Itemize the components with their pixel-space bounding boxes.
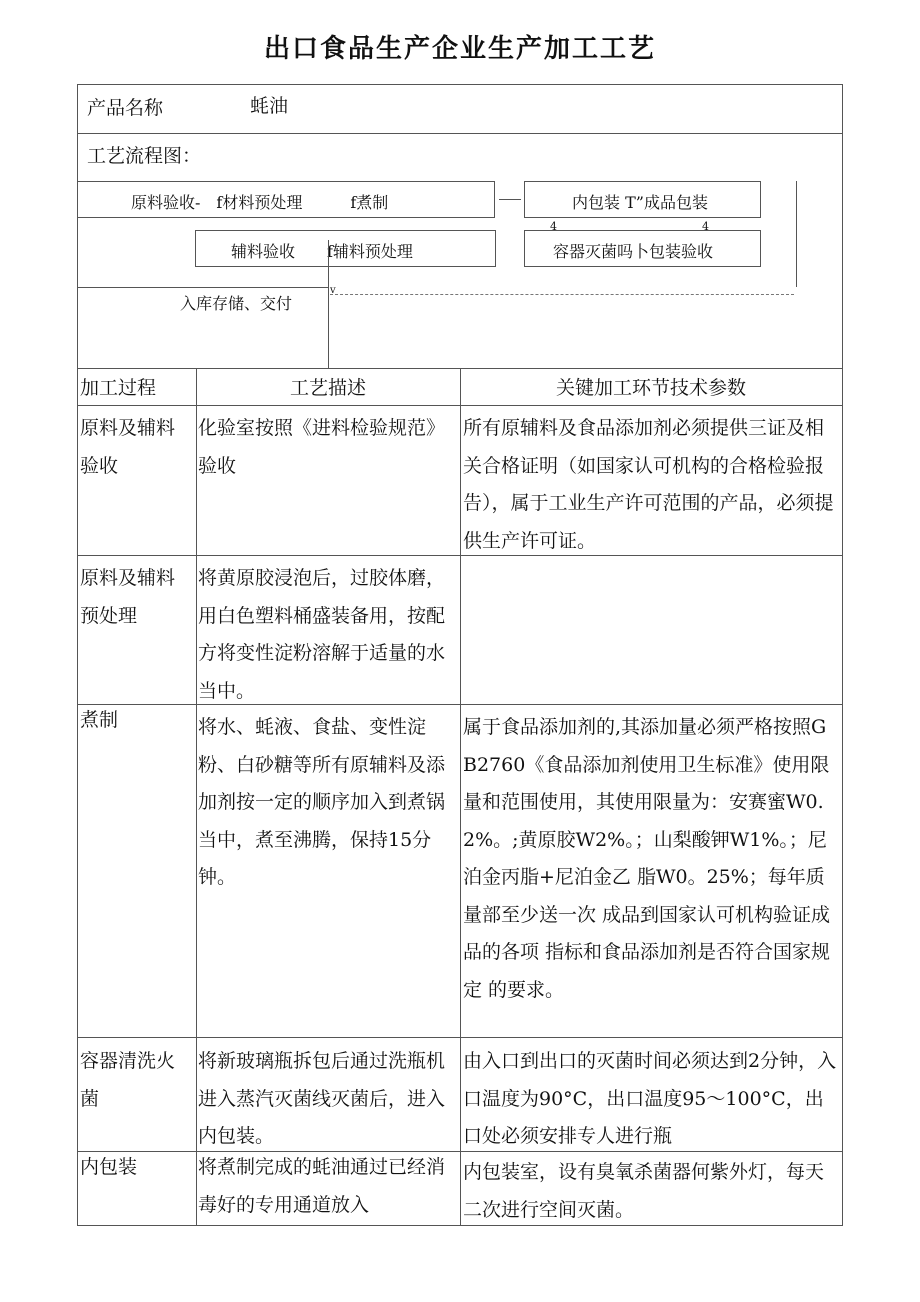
flow-arrow-line [499,199,521,200]
row-description: 将黄原胶浸泡后，过胶体磨，用白色塑料桶盛装备用，按配方将变性淀粉溶解于适量的水当中。 [198,567,446,702]
row-process: 原料及辅料预处理 [80,567,176,627]
flow-arrow-mark: 4 [702,220,709,233]
row-process: 原料及辅料验收 [80,417,176,477]
row-parameters: 属于食品添加剂的,其添加量必须严格按照GB2760《食品添加剂使用卫生标准》使用限量和范围使用，其使用限量为：安赛蜜W0.2%。;黄原胶W2%。；山梨酸钾W1%。；尼泊金丙脂+尼泊金乙 脂W0。25%；每年质量部至少送一次 成品到国家认可机构验证成品的各项 指标和食品添加剂是否符合国家规定 的要求。 [463,716,831,1001]
column-header-process: 加工过程 [80,377,157,399]
page-title: 出口食品生产企业生产加工工艺 [263,34,656,64]
flow-chart-label: 工艺流程图： [87,145,202,167]
flow-dashed-connector [330,294,794,295]
divider [78,1151,842,1152]
product-name-label: 产品名称 [87,97,164,119]
flow-arrow-mark: 4 [550,220,557,233]
divider [78,133,842,134]
column-divider [460,368,461,1225]
row-description: 将煮制完成的蚝油通过已经消毒好的专用通道放入 [198,1156,446,1216]
flow-step-storage: 入库存储、交付 [180,294,293,313]
process-table [77,84,843,1226]
flow-connector [796,181,797,287]
flow-box-row2-right [524,230,761,267]
flow-connector [328,240,329,368]
column-header-description: 工艺描述 [289,377,366,399]
flow-box-row1-right [524,181,761,218]
divider [78,704,842,705]
flow-arrow-mark: v [330,285,336,296]
flow-box-row2-left [195,230,496,267]
flow-step-auxiliary: 辅料验收 f辅料预处理 [231,242,413,261]
column-divider [196,368,197,1225]
product-name-value: 蚝油 [250,95,289,117]
row-description: 将水、蚝液、食盐、变性淀粉、白砂糖等所有原辅料及添加剂按一定的顺序加入到煮锅当中，煮至沸腾，保持15分钟。 [198,716,446,888]
row-parameters: 由入口到出口的灭菌时间必须达到2分钟，入口温度为90°C，出口温度95〜100°C，出口处必须安排专人进行瓶 [463,1050,837,1147]
row-parameters: 内包装室，设有臭氧杀菌器何紫外灯，每天二次进行空间灭菌。 [463,1161,825,1221]
flow-divider [78,287,328,288]
flow-step-container: 容器灭菌吗卜包装验收 [553,242,714,261]
divider [78,1037,842,1038]
row-process: 内包装 [80,1156,138,1178]
divider [78,555,842,556]
row-parameters: 所有原辅料及食品添加剂必须提供三证及相关合格证明（如国家认可机构的合格检验报告），属于工业生产许可范围的产品，必须提供生产许可证。 [463,417,834,552]
row-process: 容器清洗火菌 [80,1050,176,1110]
row-description: 将新玻璃瓶拆包后通过洗瓶机进入蒸汽灭菌线灭菌后，进入内包装。 [198,1050,446,1147]
flow-step-raw-material: 原料验收- f材料预处理 f煮制 [131,193,389,212]
row-description: 化验室按照《进料检验规范》验收 [198,417,446,477]
row-process: 煮制 [80,709,119,731]
flow-box-row1-left [77,181,495,218]
column-header-parameters: 关键加工环节技术参数 [555,377,746,399]
flow-step-packaging: 内包装 T”成品包装 [572,193,708,212]
